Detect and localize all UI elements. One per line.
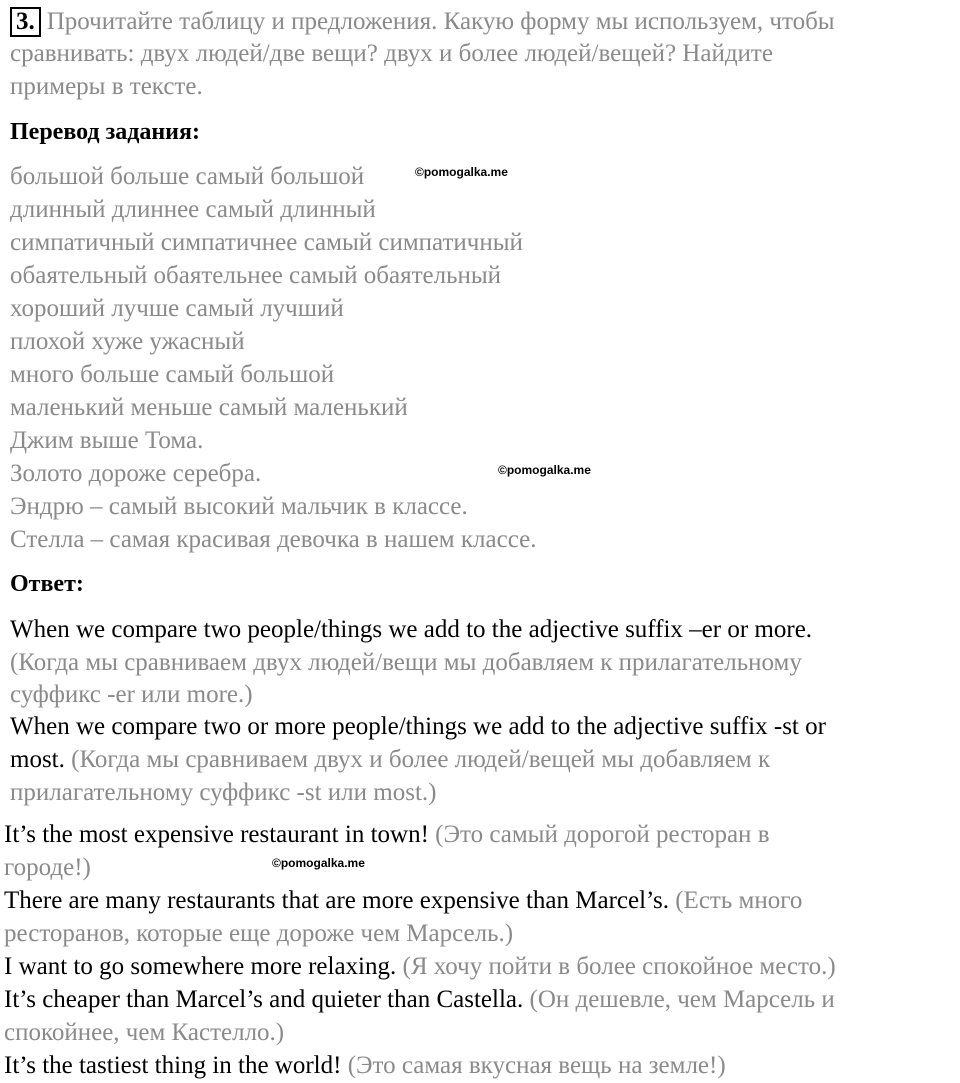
answer-heading: Ответ: (10, 571, 84, 597)
example-english: It’s cheaper than Marcel’s and quieter than Castella. (4, 986, 524, 1013)
example-1 (4, 819, 770, 851)
translation-line: Золото дороже серебра. (10, 460, 262, 487)
example-english: There are many restaurants that are more expensive than Marcel’s. (4, 887, 669, 914)
example-russian-cont: ресторанов, которые еще дороже чем Марсель.) (4, 920, 514, 947)
example-2 (4, 885, 802, 917)
task-number: 3. (10, 7, 41, 37)
example-russian: (Это самый дорогой ресторан в (428, 821, 770, 848)
watermark: ©pomogalka.me (272, 856, 365, 870)
example-5 (4, 1050, 726, 1082)
translation-line: обаятельный обаятельнее самый обаятельный (10, 262, 502, 289)
task-line-1 (10, 6, 835, 38)
translation-heading: Перевод задания: (10, 119, 200, 145)
translation-line: много больше самый большой (10, 361, 335, 388)
example-english: It’s the most expensive restaurant in town! (4, 821, 429, 848)
watermark: ©pomogalka.me (498, 463, 591, 477)
translation-line: длинный длиннее самый длинный (10, 196, 376, 223)
rule2-russian-2: (Когда мы сравниваем двух и более людей/вещей мы добавляем к (64, 746, 771, 773)
example-russian: (Он дешевле, чем Марсель и (523, 986, 835, 1013)
translation-line: Эндрю – самый высокий мальчик в классе. (10, 493, 468, 520)
rule2-russian-3: прилагательному суффикс -st или most.) (10, 779, 437, 806)
example-russian: (Это самая вкусная вещь на земле!) (341, 1052, 726, 1079)
translation-line: симпатичный симпатичнее самый симпатичный (10, 229, 523, 256)
example-russian-cont: городе!) (4, 854, 91, 881)
rule2-english-2: most. (10, 746, 65, 773)
rule2-line-2 (10, 744, 770, 776)
translation-line: хороший лучше самый лучший (10, 295, 344, 322)
rule1-russian-1: (Когда мы сравниваем двух людей/вещи мы добавляем к прилагательному (10, 649, 802, 676)
example-english: I want to go somewhere more relaxing. (4, 953, 397, 980)
rule1-russian-2: суффикс -er или more.) (10, 681, 253, 708)
example-english: It’s the tastiest thing in the world! (4, 1052, 342, 1079)
example-3 (4, 951, 836, 983)
task-instruction-2: сравнивать: двух людей/две вещи? двух и более людей/вещей? Найдите (10, 40, 773, 67)
example-russian-cont: спокойнее, чем Кастелло.) (4, 1019, 285, 1046)
translation-line: Стелла – самая красивая девочка в нашем классе. (10, 526, 537, 553)
translation-line: Джим выше Тома. (10, 427, 204, 454)
rule1-english: When we compare two people/things we add to the adjective suffix –er or more. (10, 616, 813, 643)
example-4 (4, 984, 835, 1016)
example-russian: (Есть много (668, 887, 803, 914)
task-instruction-1: Прочитайте таблицу и предложения. Какую форму мы используем, чтобы (46, 8, 835, 35)
example-russian: (Я хочу пойти в более спокойное место.) (396, 953, 836, 980)
task-instruction-3: примеры в тексте. (10, 73, 203, 100)
watermark: ©pomogalka.me (415, 165, 508, 179)
rule2-english-1: When we compare two or more people/things we add to the adjective suffix -st or (10, 713, 826, 740)
translation-line: большой больше самый большой (10, 163, 365, 190)
translation-line: плохой хуже ужасный (10, 328, 245, 355)
translation-line: маленький меньше самый маленький (10, 394, 408, 421)
